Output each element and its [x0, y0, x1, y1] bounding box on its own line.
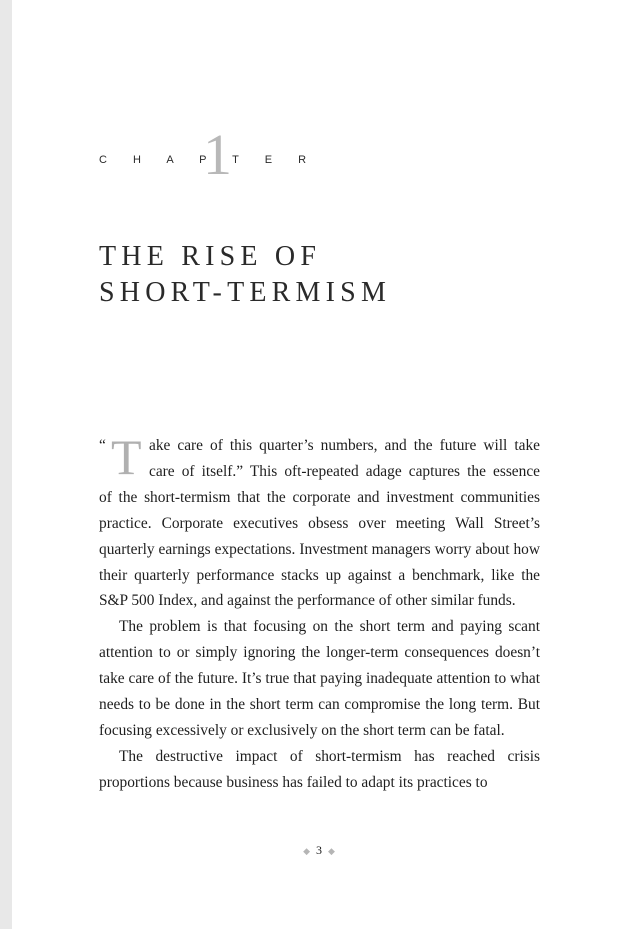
- drop-cap: T: [111, 429, 142, 485]
- open-quote: “: [99, 437, 106, 454]
- diamond-ornament-icon: ◆: [303, 845, 310, 856]
- chapter-title-line-1: THE RISE OF: [99, 241, 322, 272]
- chapter-heading: [99, 122, 399, 187]
- chapter-title-line-2: SHORT-TERMISM: [99, 277, 392, 308]
- paragraph-3: The destructive impact of short-termism has reached crisis proportions because business has failed to adapt its practices to: [99, 747, 540, 791]
- page-number: 3: [316, 843, 322, 857]
- paragraph-1: [99, 429, 540, 614]
- chapter-number: 1: [203, 122, 232, 187]
- body-text: [99, 429, 540, 796]
- paragraph-2: The problem is that focusing on the short term and paying scant attention to or simply ignoring the longer-term consequences doesn’t take care of the future. It’s true that paying inadequate attention to what needs to be done in the short term can compromise the long term. But focusing excessively or exclusively on the short term can be fatal.: [99, 618, 540, 739]
- diamond-ornament-icon: ◆: [328, 845, 335, 856]
- paragraph-1-rest: of the short-termism that the corporate and investment communities practice. Corporate executives obsess over meeting Wall Street’s quarterly earnings expectations. Investment managers worry about how their quarterly performance stacks up against a benchmark, like the S&P 500 Index, and against the performance of other similar funds.: [99, 488, 540, 610]
- chapter-label: C H A P T E R: [99, 154, 318, 166]
- page-edge-strip: [0, 0, 12, 929]
- page-footer: [0, 843, 638, 858]
- paragraph-1-line-1: ake care of this quarter’s numbers, and the future will take: [149, 437, 540, 454]
- chapter-title: [99, 239, 539, 311]
- paragraph-1-line-2: care of itself.” This oft-repeated adage captures the essence: [149, 462, 540, 480]
